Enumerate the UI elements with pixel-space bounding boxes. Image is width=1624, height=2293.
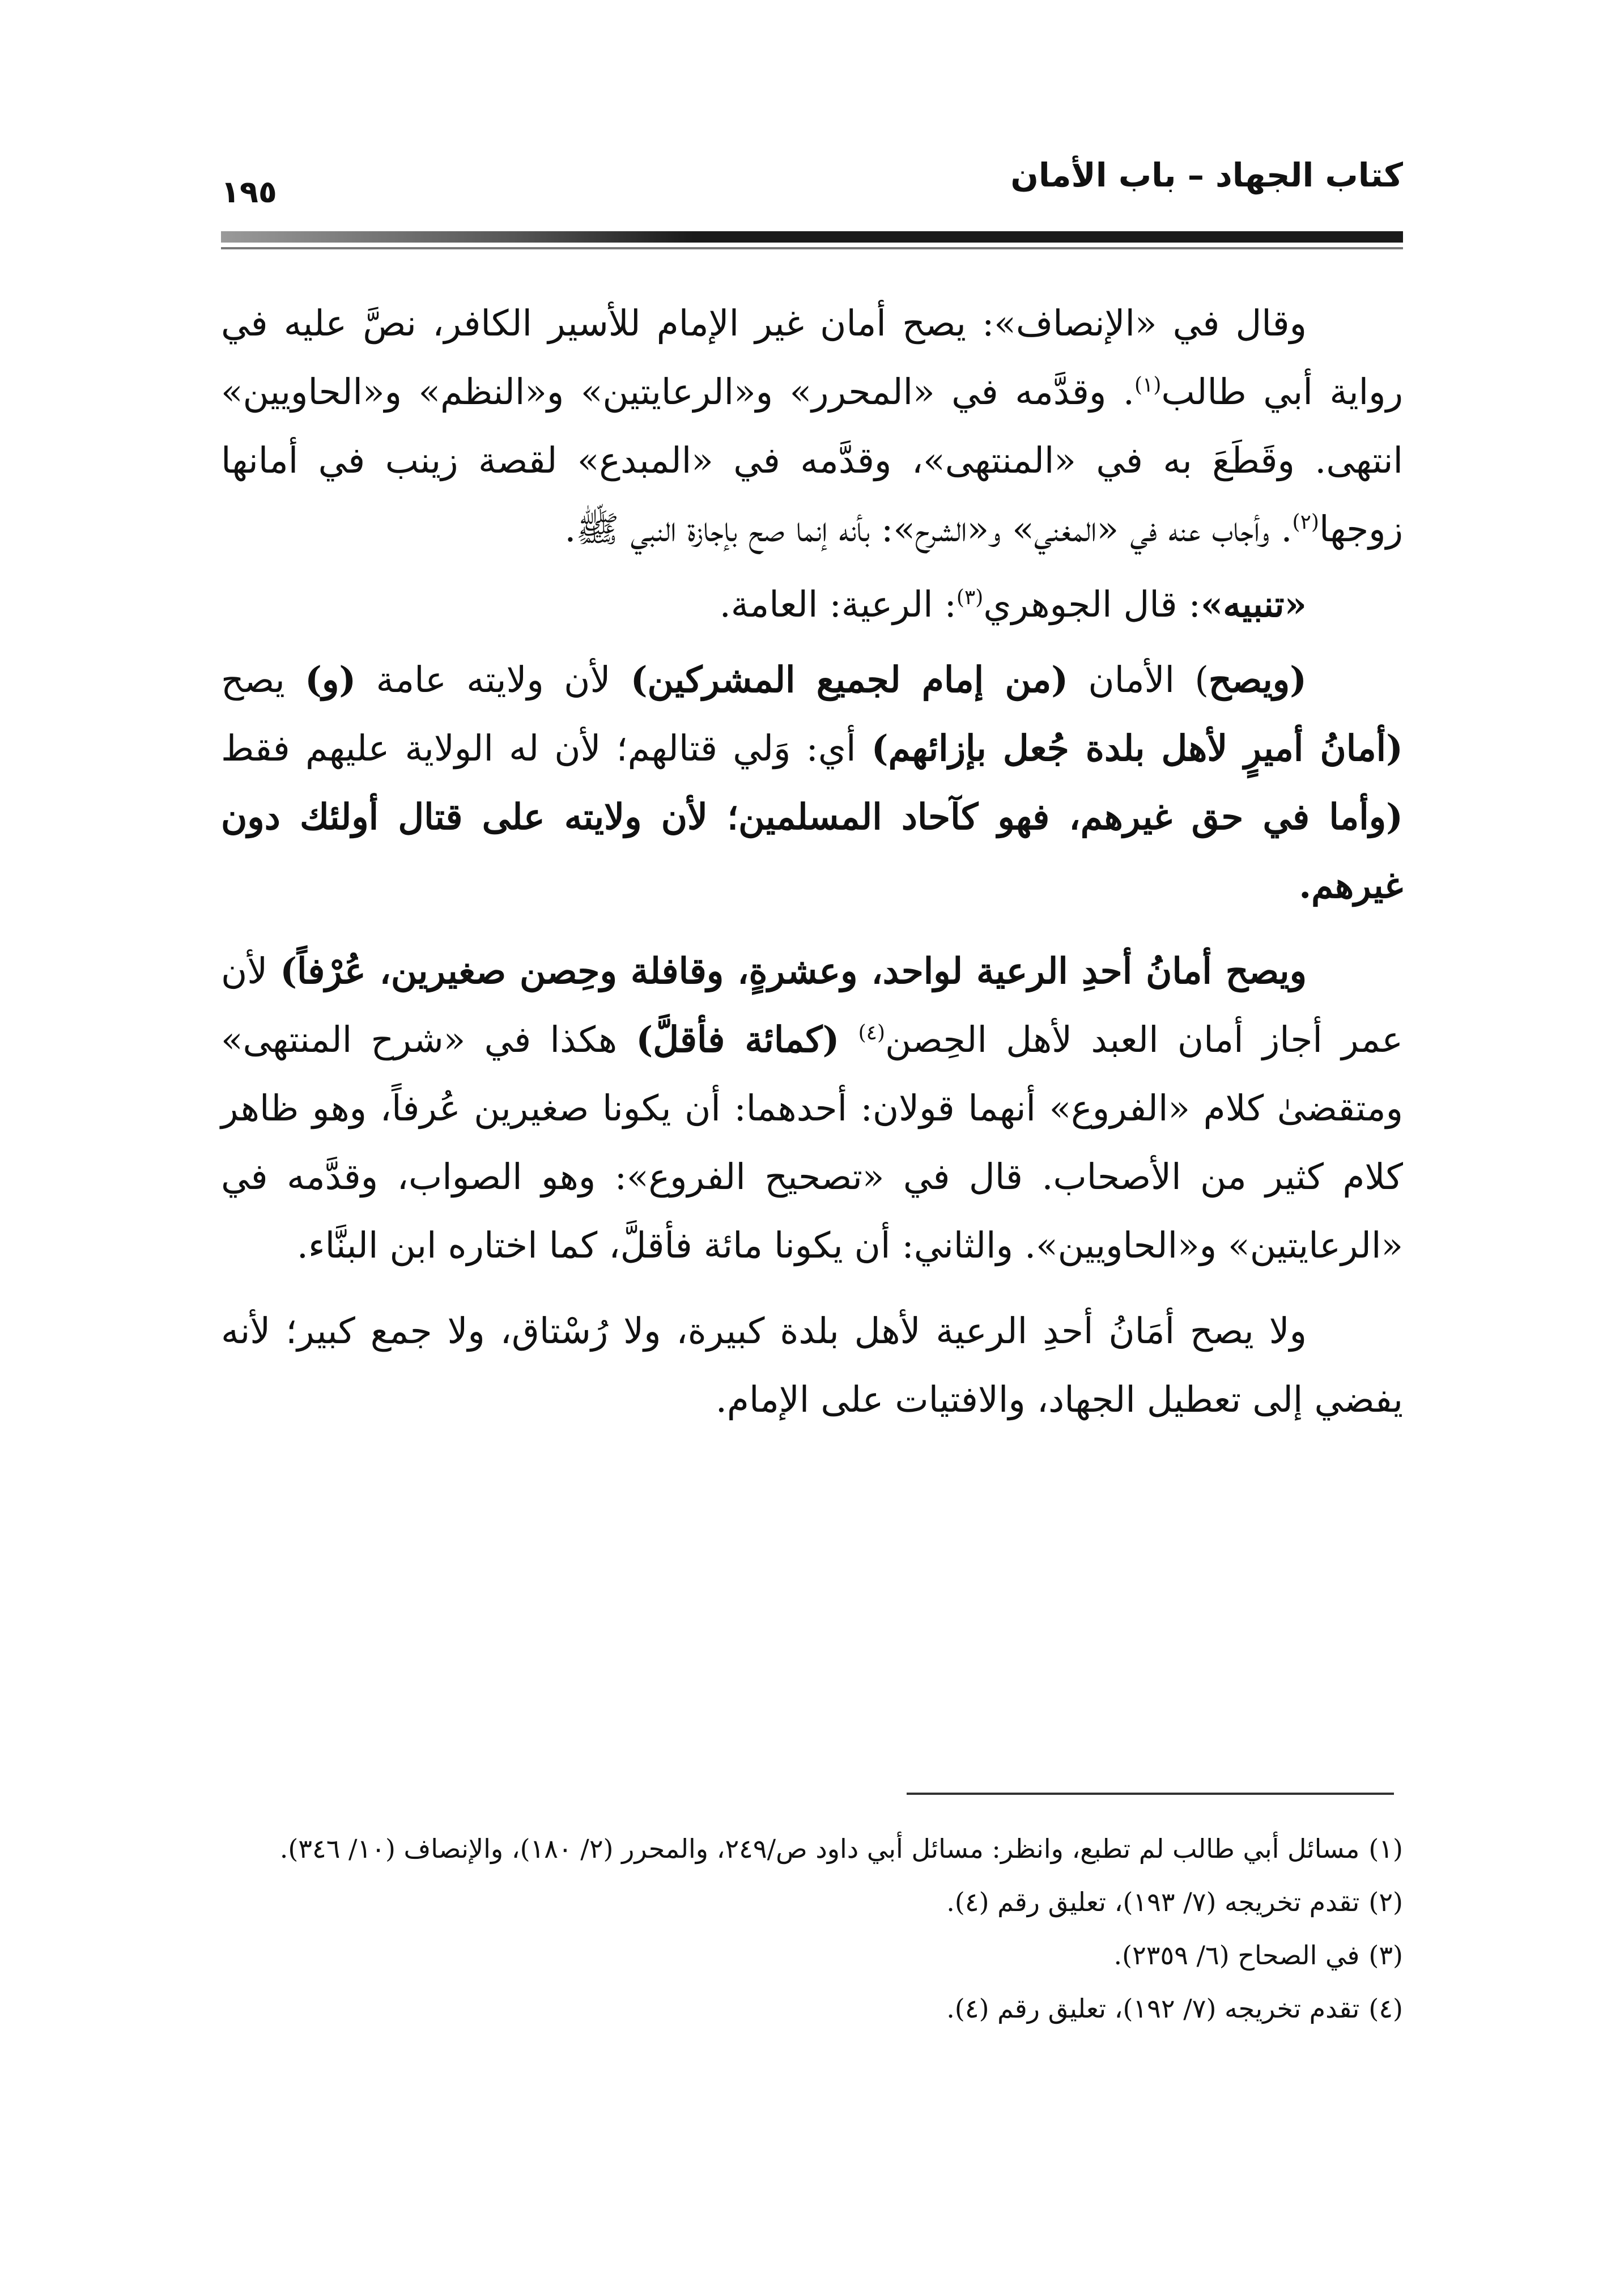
footnote-1: (١)مسائل أبي طالب لم تطبع، وانظر: مسائل أبي داود ص/٢٤٩، والمحرر (٢/ ١٨٠)، والإنصاف (١٠/ ٣٤٦). xyxy=(279,1833,1403,1864)
footnotes xyxy=(221,1825,1403,2038)
body-text xyxy=(221,289,1403,1434)
footnote-separator xyxy=(907,1793,1394,1795)
footnote-ref-4: (٤) xyxy=(858,1021,885,1044)
header-title: كتاب الجهاد – باب الأمان xyxy=(1010,156,1403,194)
footnote-ref-2: (٢) xyxy=(1292,511,1319,534)
paragraph-amaan-imam: (ويصح) الأمان (من إمام لجميع المشركين) لأن ولايته عامة (و) يصح (أمانُ أميرٍ لأهل بلدة جُعل بإزائهم) أي: وَلي قتالهم؛ لأن له الولاية عليهم فقط (وأما في حق غيرهم، فهو كآحاد المسلمين؛ لأن ولايته على قتال أولئك دون غيرهم. xyxy=(221,659,1403,906)
paragraph-raiyya: ويصح أمانُ أحدِ الرعية لواحد، وعشرةٍ، وقافلة وحِصن صغيرين، عُرْفاً) لأن عمر أجاز أمان العبد لأهل الحِصن$^{(٤)}$ (كمائة فأقلَّ) هكذا في «شرح المنتهى» ومتقضىٰ كلام «الفروع» أنهما قولان: أحدهما: أن يكونا صغيرين عُرفاً، وهو ظاهر كلام كثير من الأصحاب. قال في «تصحيح الفروع»: وهو الصواب، وقدَّمه في «الرعايتين» و«الحاويين». والثاني: أن يكونا مائة فأقلَّ، كما اختاره ابن البنَّاء. xyxy=(221,950,1404,1266)
header-rule xyxy=(221,231,1403,243)
footnote-4: (٤)تقدم تخريجه (٧/ ١٩٢)، تعليق رقم (٤). xyxy=(946,1993,1403,2024)
footnote-2: (٢)تقدم تخريجه (٧/ ١٩٣)، تعليق رقم (٤). xyxy=(946,1887,1403,1917)
paragraph-insaf: وقال في «الإنصاف»: يصح أمان غير الإمام للأسير الكافر، نصَّ عليه في رواية أبي طالب$^{(١)}$. وقدَّمه في «المحرر» و«الرعايتين» و«النظم» و«الحاويين» انتهى. وقَطَعَ به في «المنتهى»، وقدَّمه في «المبدع» لقصة زينب في أمانها زوجها$^{(٢)}$. وأجاب عنه في «المغني» و«الشرح»: بأنه إنما صح بإجازة النبي ﷺ. xyxy=(221,303,1403,550)
paragraph-la-yasih: ولا يصح أمَانُ أحدِ الرعية لأهل بلدة كبيرة، ولا رُسْتاق، ولا جمع كبير؛ لأنه يفضي إلى تعطيل الجهاد، والافتيات على الإمام. xyxy=(221,1310,1403,1420)
footnote-ref-1: (١) xyxy=(1134,373,1162,397)
page-number: ١٩٥ xyxy=(221,174,277,210)
running-header xyxy=(221,145,1403,218)
footnote-ref-3: (٣) xyxy=(956,586,984,609)
footnote-3: (٣)في الصحاح (٦/ ٢٣٥٩). xyxy=(1113,1940,1403,1971)
paragraph-tanbih: «تنبيه»: قال الجوهري$^{(٣)}$: الرعية: العامة. xyxy=(719,583,1307,625)
header-rule-thin xyxy=(221,247,1403,249)
